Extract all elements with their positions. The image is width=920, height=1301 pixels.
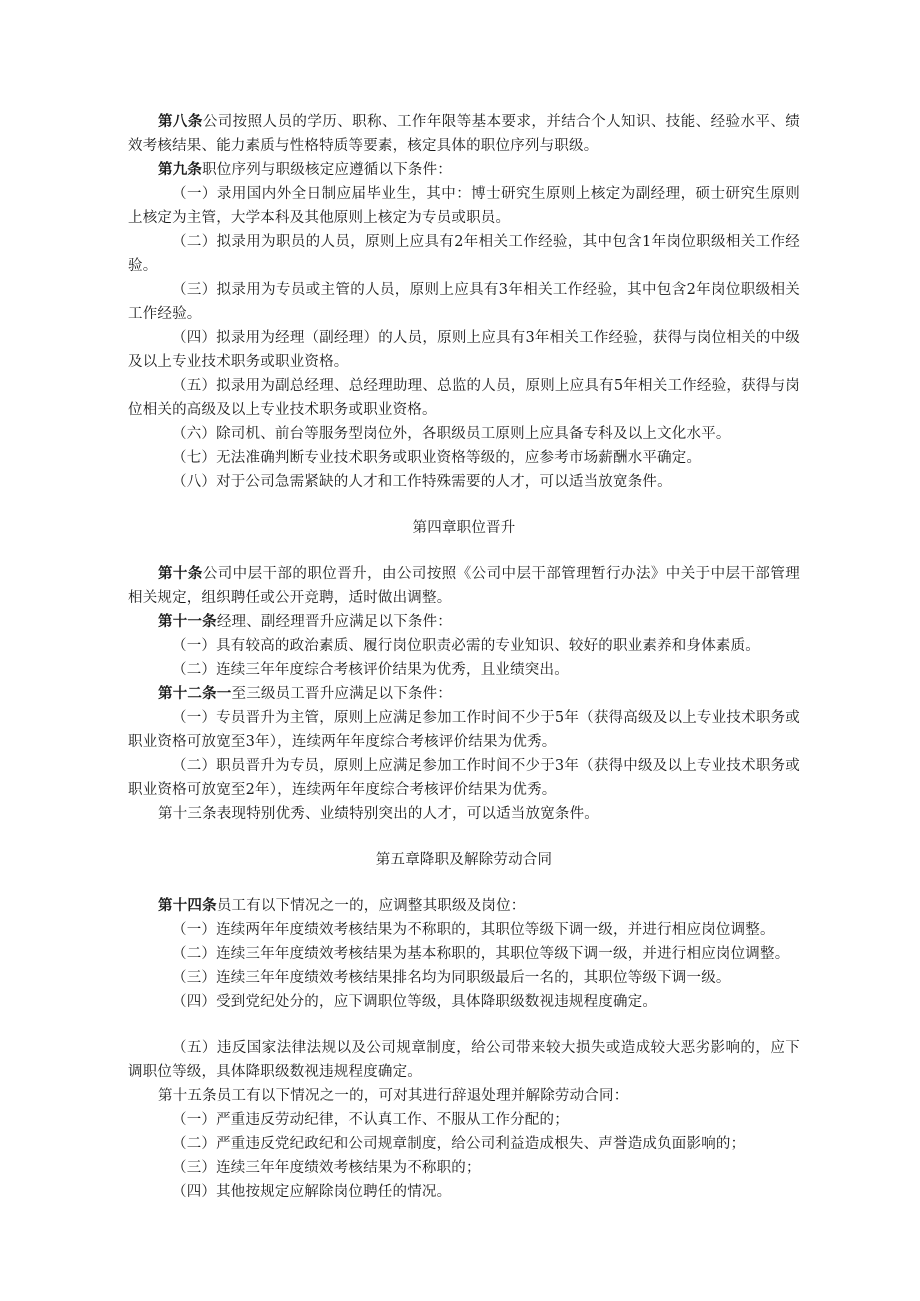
article-14-label: 第十四条 [158,897,217,914]
article-9-label: 第九条 [158,161,203,178]
article-9-item-3: （三）拟录用为专员或主管的人员，原则上应具有3年相关工作经验，其中包含2年岗位职级相关工作经验。 [128,282,800,322]
article-11-item-1: （一）具有较高的政治素质、履行岗位职责必需的专业知识、较好的职业素养和身体素质。 [172,638,760,654]
article-15-item-1: （一）严重违反劳动纪律，不认真工作、不服从工作分配的； [172,1112,569,1128]
article-14-item-2: （二）连续三年年度绩效考核结果为基本称职的，其职位等级下调一级，并进行相应岗位调整。 [172,946,790,962]
article-10-text: 公司中层干部的职位晋升，由公司按照《公司中层干部管理暂行办法》中关于中层干部管理相关规定，组织聘任或公开竞聘，适时做出调整。 [128,566,800,606]
article-9-text: 职位序列与职级核定应遵循以下条件： [202,162,453,178]
article-12-label: 第十二条一 [158,685,232,702]
article-11 [128,610,800,634]
article-9 [128,158,800,182]
article-9-item-6: （六）除司机、前台等服务型岗位外，各职级员工原则上应具备专科及以上文化水平。 [172,426,731,442]
article-11-text: 经理、副经理晋升应满足以下条件： [216,614,453,630]
article-8-text: 公司按照人员的学历、职称、工作年限等基本要求，并结合个人知识、技能、经验水平、绩效考核结果、能力素质与性格特质等要素，核定具体的职位序列与职级。 [128,114,800,154]
article-15: 第十五条员工有以下情况之一的，可对其进行辞退处理并解除劳动合同： [158,1088,629,1104]
article-14-item-1: （一）连续两年年度绩效考核结果为不称职的，其职位等级下调一级，并进行相应岗位调整。 [172,922,775,938]
article-14-item-5: （五）违反国家法律法规以及公司规章制度，给公司带来较大损失或造成较大恶劣影响的，应下调职位等级，具体降职级数视违规程度确定。 [128,1040,800,1080]
article-15-item-4: （四）其他按规定应解除岗位聘任的情况。 [172,1184,452,1200]
article-9-item-5: （五）拟录用为副总经理、总经理助理、总监的人员，原则上应具有5年相关工作经验，获得与岗位相关的高级及以上专业技术职务或职业资格。 [128,378,800,418]
article-9-item-7: （七）无法准确判断专业技术职务或职业资格等级的，应参考市场薪酬水平确定。 [172,450,702,466]
article-15-item-2: （二）严重违反党纪政纪和公司规章制度，给公司利益造成根失、声誉造成负面影响的； [172,1136,746,1152]
article-9-item-1: （一）录用国内外全日制应届毕业生，其中：博士研究生原则上核定为副经理，硕士研究生原则上核定为主管，大学本科及其他原则上核定为专员或职员。 [128,186,800,226]
article-11-label: 第十一条 [158,613,217,630]
article-8 [128,110,800,158]
article-15-item-3: （三）连续三年年度绩效考核结果为不称职的； [172,1160,481,1176]
article-11-item-2: （二）连续三年年度综合考核评价结果为优秀，且业绩突出。 [172,662,569,678]
article-14-item-3: （三）连续三年年度绩效考核结果排名均为同职级最后一名的，其职位等级下调一级。 [172,970,731,986]
article-12-item-1: （一）专员晋升为主管，原则上应满足参加工作时间不少于5年（获得高级及以上专业技术职务或职业资格可放宽至3年），连续两年年度综合考核评价结果为优秀。 [128,710,800,750]
article-12 [128,682,800,706]
article-13: 第十三条表现特别优秀、业绩特别突出的人才，可以适当放宽条件。 [158,806,599,822]
article-14-item-4: （四）受到党纪处分的，应下调职位等级，具体降职级数视违规程度确定。 [172,994,658,1010]
article-9-item-4: （四）拟录用为经理（副经理）的人员，原则上应具有3年相关工作经验，获得与岗位相关的中级及以上专业技术职务或职业资格。 [128,330,800,370]
chapter-5-title: 第五章降职及解除劳动合同 [375,852,553,868]
article-8-label: 第八条 [158,113,203,130]
article-9-item-2: （二）拟录用为职员的人员，原则上应具有2年相关工作经验，其中包含1年岗位职级相关工作经验。 [128,234,800,274]
article-9-item-8: （八）对于公司急需紧缺的人才和工作特殊需要的人才，可以适当放宽条件。 [172,474,672,490]
article-10 [128,562,800,610]
document-page [128,110,800,1204]
article-12-text: 至三级员工晋升应满足以下条件： [231,686,452,702]
chapter-4-title: 第四章职位晋升 [412,520,516,536]
article-12-item-2: （二）职员晋升为专员，原则上应满足参加工作时间不少于3年（获得中级及以上专业技术职务或职业资格可放宽至2年），连续两年年度综合考核评价结果为优秀。 [128,758,800,798]
article-14 [128,894,800,918]
article-14-text: 员工有以下情况之一的，应调整其职级及岗位： [216,898,526,914]
article-10-label: 第十条 [158,565,203,582]
